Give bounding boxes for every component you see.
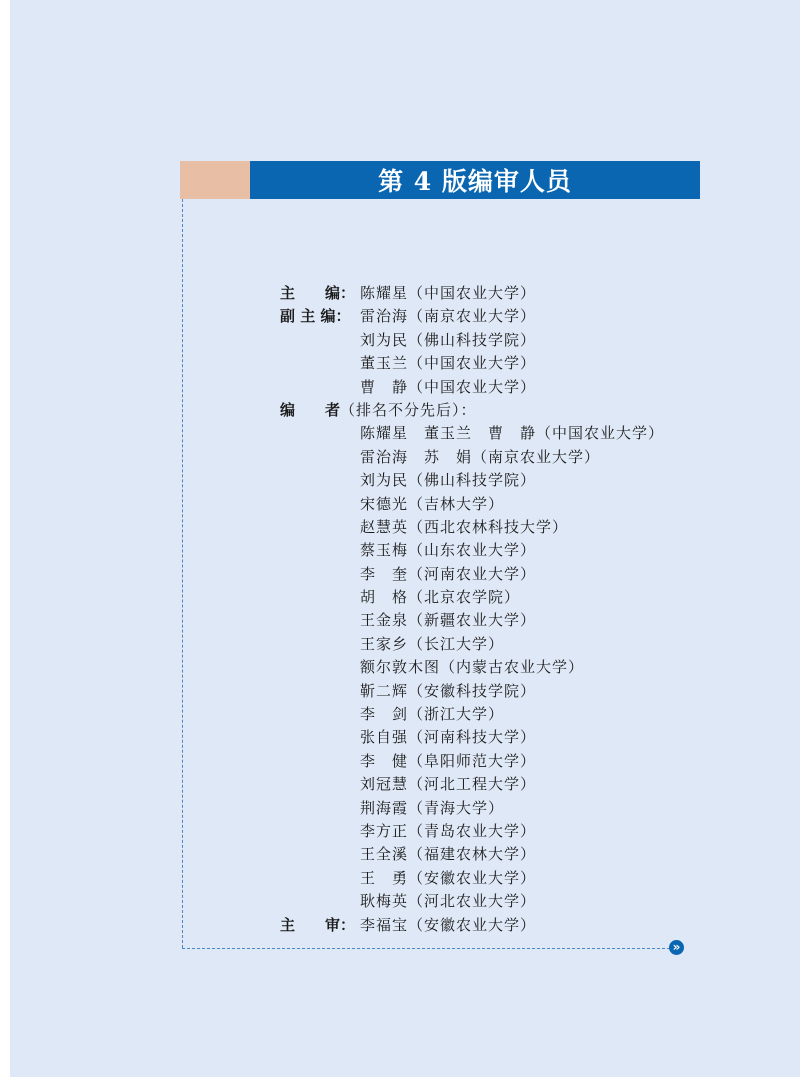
person-entry: 李 奎（河南农业大学） xyxy=(360,564,537,583)
list-item xyxy=(280,305,664,328)
person-entry: 李福宝（安徽农业大学） xyxy=(360,915,537,934)
list-item xyxy=(280,516,664,539)
list-item xyxy=(280,820,664,843)
double-chevron-right-icon[interactable]: » xyxy=(669,940,684,955)
person-entry: 赵慧英（西北农林科技大学） xyxy=(360,517,569,536)
list-item xyxy=(280,329,664,352)
list-item xyxy=(280,493,664,516)
frame-left-dashed xyxy=(182,199,183,948)
list-item xyxy=(280,422,664,445)
list-item xyxy=(280,376,664,399)
person-entry: 李 健（阜阳师范大学） xyxy=(360,751,537,770)
person-entry: 张自强（河南科技大学） xyxy=(360,728,537,747)
person-entry: 耿梅英（河北农业大学） xyxy=(360,892,537,911)
person-entry: 王金泉（新疆农业大学） xyxy=(360,611,537,630)
frame-bottom-dashed xyxy=(182,948,670,949)
person-entry: 王全溪（福建农林大学） xyxy=(360,845,537,864)
page-title: 第 4 版编审人员 xyxy=(378,167,572,196)
list-item xyxy=(280,656,664,679)
person-entry: 曹 静（中国农业大学） xyxy=(360,377,537,396)
editor-list xyxy=(280,282,664,937)
person-entry: 蔡玉梅（山东农业大学） xyxy=(360,541,537,560)
role-label: 主 审： xyxy=(280,915,356,934)
person-entry: 董玉兰（中国农业大学） xyxy=(360,354,537,373)
person-entry: 刘为民（佛山科技学院） xyxy=(360,471,537,490)
list-item xyxy=(280,914,664,937)
role-label: 副 主 编： xyxy=(280,307,351,326)
list-item xyxy=(280,726,664,749)
list-item xyxy=(280,399,664,422)
list-item xyxy=(280,469,664,492)
person-entry: 陈耀星（中国农业大学） xyxy=(360,284,537,302)
list-item xyxy=(280,890,664,913)
person-entry: 刘为民（佛山科技学院） xyxy=(360,330,537,349)
list-item xyxy=(280,539,664,562)
role-label: 主 编： xyxy=(280,284,356,302)
list-item xyxy=(280,609,664,632)
person-entry: 雷治海（南京农业大学） xyxy=(360,307,537,326)
list-item xyxy=(280,867,664,890)
role-label: 编 者 xyxy=(280,400,341,419)
person-entry: 李方正（青岛农业大学） xyxy=(360,821,537,840)
person-entry: 王 勇（安徽农业大学） xyxy=(360,868,537,887)
list-item xyxy=(280,633,664,656)
list-item xyxy=(280,773,664,796)
list-item xyxy=(280,680,664,703)
page xyxy=(10,0,800,1077)
person-entry: 胡 格（北京农学院） xyxy=(360,588,521,607)
person-entry: 王家乡（长江大学） xyxy=(360,634,505,653)
header-bar xyxy=(250,161,700,199)
person-entry: 刘冠慧（河北工程大学） xyxy=(360,775,537,794)
person-entry: 靳二辉（安徽科技学院） xyxy=(360,681,537,700)
list-item xyxy=(280,843,664,866)
person-entry: 宋德光（吉林大学） xyxy=(360,494,505,513)
person-entry: 荆海霞（青海大学） xyxy=(360,798,505,817)
person-entry: 李 剑（浙江大学） xyxy=(360,705,505,724)
list-item xyxy=(280,352,664,375)
list-item xyxy=(280,703,664,726)
person-entry: 额尔敦木图（内蒙古农业大学） xyxy=(360,658,585,677)
person-entry: 雷治海 苏 娟（南京农业大学） xyxy=(360,447,601,466)
list-item xyxy=(280,586,664,609)
header-accent-block xyxy=(180,161,250,199)
list-item xyxy=(280,563,664,586)
person-entry: （排名不分先后）： xyxy=(340,400,477,419)
list-item xyxy=(280,797,664,820)
list-item xyxy=(280,446,664,469)
person-entry: 陈耀星 董玉兰 曹 静（中国农业大学） xyxy=(360,424,665,443)
list-item xyxy=(280,282,664,305)
list-item xyxy=(280,750,664,773)
